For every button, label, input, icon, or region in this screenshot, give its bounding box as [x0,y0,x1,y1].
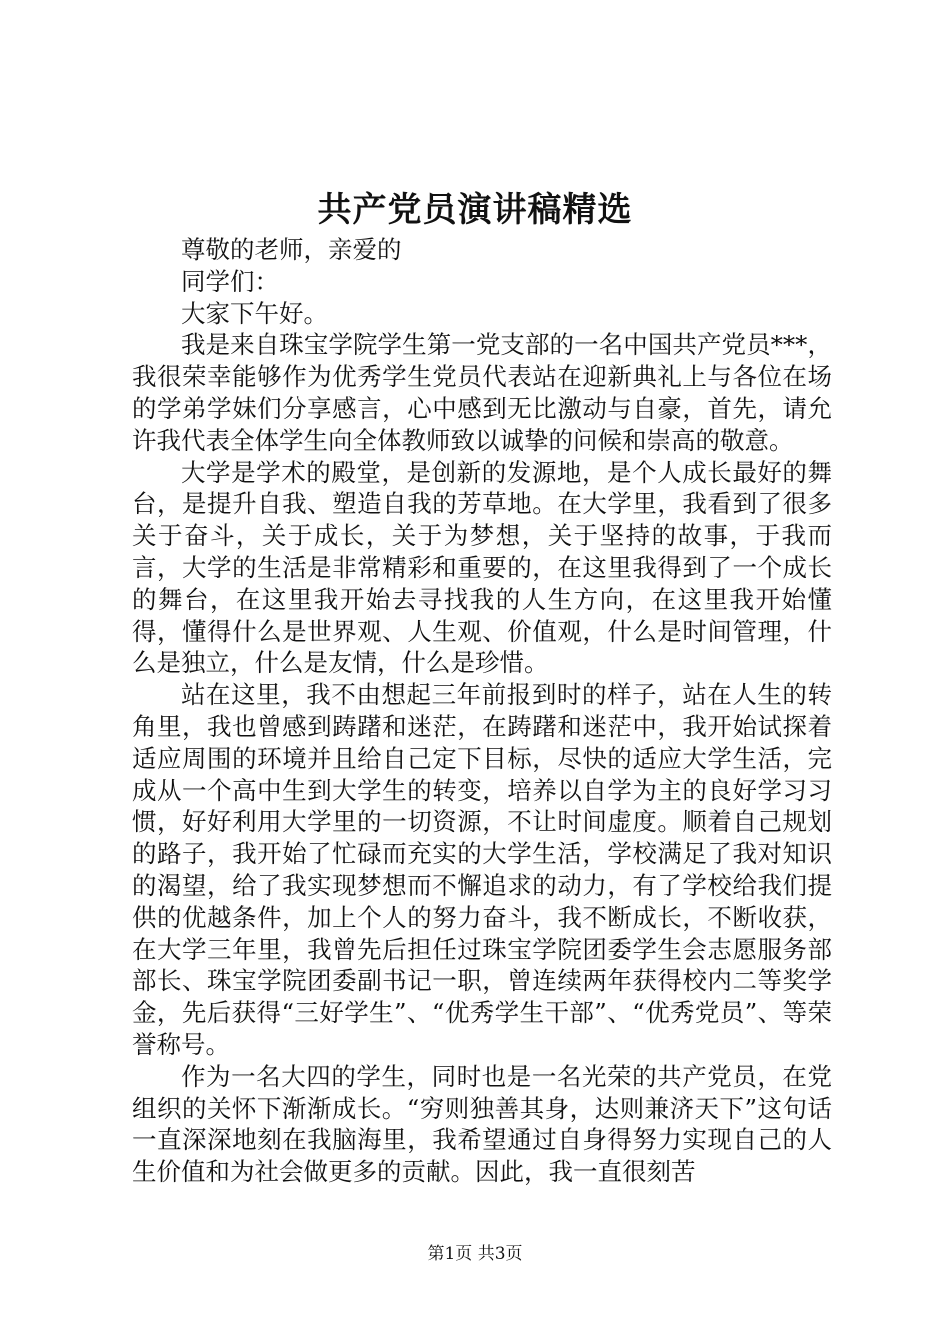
body-paragraph: 站在这里，我不由想起三年前报到时的样子，站在人生的转角里，我也曾感到踌躇和迷茫，在踌躇和迷茫中，我开始试探着适应周围的环境并且给自己定下目标，尽快的适应大学生活，完成从一个高中生到大学生的转变，培养以自学为主的良好学习习惯，好好利用大学里的一切资源，不让时间虚度。顺着自己规划的路子，我开始了忙碌而充实的大学生活，学校满足了我对知识的渴望，给了我实现梦想而不懈追求的动力，有了学校给我们提供的优越条件，加上个人的努力奋斗，我不断成长，不断收获，在大学三年里，我曾先后担任过珠宝学院团委学生会志愿服务部部长、珠宝学院团委副书记一职，曾连续两年获得校内二等奖学金，先后获得“三好学生”、“优秀学生干部”、“优秀党员”、等荣誉称号。 [132,680,832,1059]
body-paragraph: 大学是学术的殿堂，是创新的发源地，是个人成长最好的舞台，是提升自我、塑造自我的芳草地。在大学里，我看到了很多关于奋斗，关于成长，关于为梦想，关于坚持的故事，于我而言，大学的生活是非常精彩和重要的，在这里我得到了一个成长的舞台，在这里我开始去寻找我的人生方向，在这里我开始懂得，懂得什么是世界观、人生观、价值观，什么是时间管理，什么是独立，什么是友情，什么是珍惜。 [132,457,832,678]
greeting-line: 大家下午好。 [181,298,328,328]
document-body [132,234,832,1188]
page-number-footer: 第1页 共3页 [427,1244,523,1264]
salutation-line: 同学们： [181,266,279,296]
document-title: 共产党员演讲稿精选 [317,190,633,230]
body-paragraph: 我是来自珠宝学院学生第一党支部的一名中国共产党员***，我很荣幸能够作为优秀学生党员代表站在迎新典礼上与各位在场的学弟学妹们分享感言，心中感到无比激动与自豪，首先，请允许我代表全体学生向全体教师致以诚挚的问候和崇高的敬意。 [132,330,832,455]
body-paragraph: 作为一名大四的学生，同时也是一名光荣的共产党员，在党组织的关怀下渐渐成长。“穷则独善其身，达则兼济天下”这句话一直深深地刻在我脑海里，我希望通过自身得努力实现自己的人生价值和为社会做更多的贡献。因此，我一直很刻苦 [132,1061,832,1187]
salutation-line: 尊敬的老师，亲爱的 [181,235,402,264]
